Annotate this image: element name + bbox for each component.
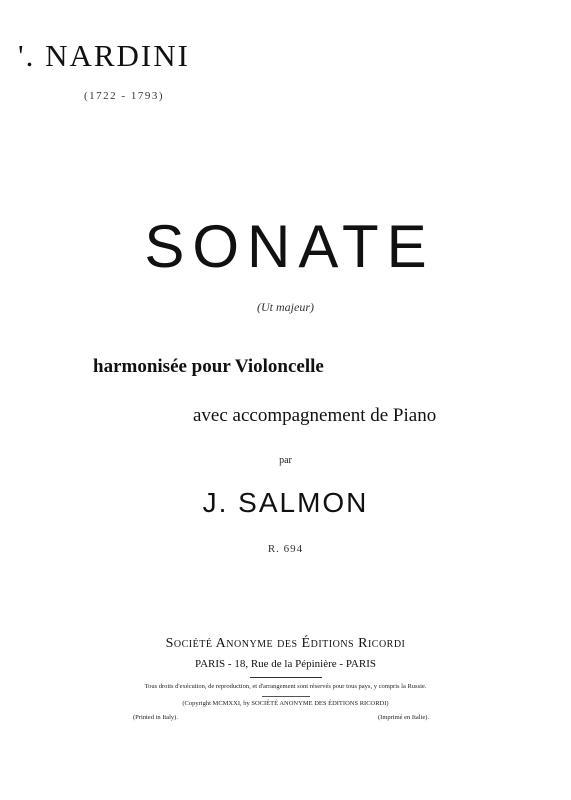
work-key: (Ut majeur) xyxy=(257,300,314,314)
by-label: par xyxy=(279,455,292,466)
imprime-en-italie: (Imprimé en Italie). xyxy=(378,714,430,721)
printed-in-italy: (Printed in Italy). xyxy=(133,714,178,721)
publisher-address: PARIS - 18, Rue de la Pépinière - PARIS xyxy=(195,658,376,670)
catalog-reference: R. 694 xyxy=(267,543,304,555)
footer-divider-small xyxy=(262,696,310,697)
arrangement-line-1: harmonisée pour Violoncelle xyxy=(93,356,324,377)
copyright-notice: (Copyright MCMXXI, by SOCIÉTÉ ANONYME DES ÉDITIONS RICORDI) xyxy=(182,700,389,707)
rights-notice: Tous droits d'exécution, de reproduction, et d'arrangement sont réservés pour tous pays, y compris la Russie. xyxy=(144,683,427,690)
work-title: SONATE xyxy=(144,213,435,280)
arrangement-line-2: avec accompagnement de Piano xyxy=(193,405,437,426)
arranger-name: J. SALMON xyxy=(202,487,369,518)
footer-divider xyxy=(250,677,322,678)
publisher-name: Société Anonyme des Éditions Ricordi xyxy=(165,636,406,651)
composer-name: '. NARDINI xyxy=(18,38,190,73)
composer-dates: (1722 - 1793) xyxy=(84,90,164,102)
